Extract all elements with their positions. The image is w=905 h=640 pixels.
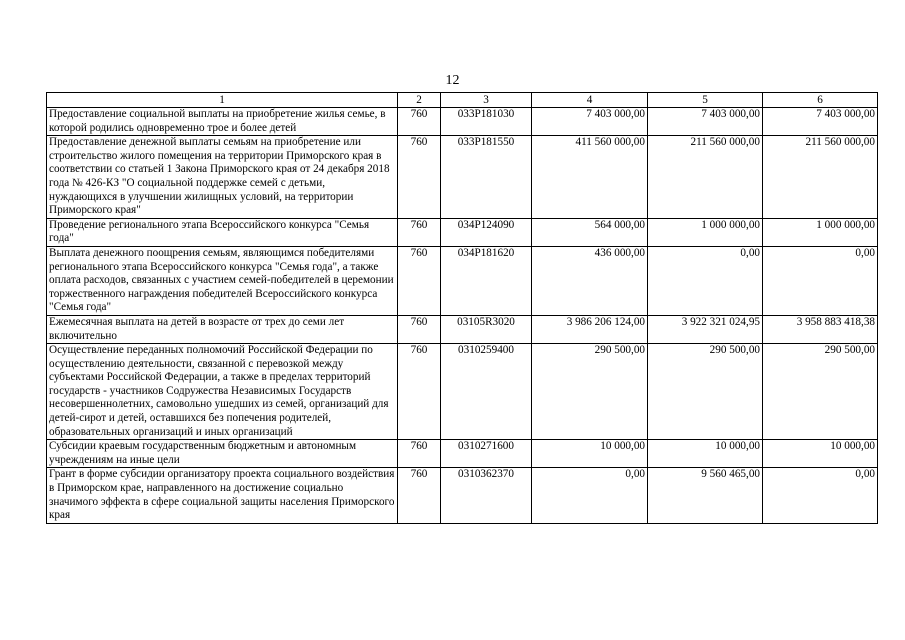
table-row [47,440,878,468]
row-department-code: 760 [398,440,441,468]
row-target-code: 033P181030 [441,108,532,136]
budget-table [46,92,878,524]
header-row [47,93,878,108]
row-amount-col5: 9 560 465,00 [648,468,763,523]
header-cell-3: 3 [441,93,532,108]
table-row [47,315,878,343]
row-amount-col4: 3 986 206 124,00 [532,315,648,343]
row-department-code: 760 [398,468,441,523]
row-department-code: 760 [398,108,441,136]
row-target-code: 0310259400 [441,344,532,440]
page-number: 12 [445,73,460,88]
row-amount-col6: 0,00 [763,246,878,315]
row-amount-col6: 7 403 000,00 [763,108,878,136]
row-name: Предоставление денежной выплаты семьям на приобретение или строительство жилого помещения на территории Приморского края в соответствии со статьей 1 Закона Приморского края от 24 декабря 2018 года № 426-КЗ "О социальной поддержке семей с детьми, нуждающихся в улучшении жилищных условий, на территории Приморского края" [47,136,398,219]
table-row [47,246,878,315]
row-name: Выплата денежного поощрения семьям, являющимся победителями регионального этапа Всероссийского конкурса "Семья года", а также оплата расходов, связанных с участием семей-победителей в церемонии торжественного награждения победителей Всероссийского конкурса "Семья года" [47,246,398,315]
row-amount-col6: 0,00 [763,468,878,523]
row-amount-col4: 290 500,00 [532,344,648,440]
table-row [47,218,878,246]
row-amount-col4: 10 000,00 [532,440,648,468]
row-name: Проведение регионального этапа Всероссийского конкурса "Семья года" [47,218,398,246]
row-target-code: 0310271600 [441,440,532,468]
row-name: Субсидии краевым государственным бюджетным и автономным учреждениям на иные цели [47,440,398,468]
row-amount-col4: 0,00 [532,468,648,523]
row-amount-col4: 436 000,00 [532,246,648,315]
row-amount-col5: 10 000,00 [648,440,763,468]
row-department-code: 760 [398,218,441,246]
table-row [47,136,878,219]
row-department-code: 760 [398,136,441,219]
row-amount-col5: 0,00 [648,246,763,315]
row-department-code: 760 [398,344,441,440]
row-name: Осуществление переданных полномочий Российской Федерации по осуществлению деятельности, связанной с перевозкой между субъектами Российской Федерации, а также в пределах территорий государств - участников Содружества Независимых Государств несовершеннолетних, самовольно ушедших из семей, организаций для детей-сирот и детей, оставшихся без попечения родителей, образовательных организаций и иных организаций [47,344,398,440]
row-target-code: 033P181550 [441,136,532,219]
row-target-code: 03105R3020 [441,315,532,343]
row-target-code: 0310362370 [441,468,532,523]
row-department-code: 760 [398,246,441,315]
row-department-code: 760 [398,315,441,343]
table-row [47,468,878,523]
row-amount-col4: 411 560 000,00 [532,136,648,219]
table-header [47,93,878,108]
row-amount-col5: 3 922 321 024,95 [648,315,763,343]
header-cell-1: 1 [47,93,398,108]
row-amount-col5: 1 000 000,00 [648,218,763,246]
row-target-code: 034P181620 [441,246,532,315]
header-cell-5: 5 [648,93,763,108]
row-amount-col5: 7 403 000,00 [648,108,763,136]
row-amount-col6: 1 000 000,00 [763,218,878,246]
row-amount-col6: 10 000,00 [763,440,878,468]
header-cell-6: 6 [763,93,878,108]
row-amount-col4: 564 000,00 [532,218,648,246]
row-amount-col6: 290 500,00 [763,344,878,440]
row-amount-col5: 211 560 000,00 [648,136,763,219]
row-amount-col4: 7 403 000,00 [532,108,648,136]
row-name: Грант в форме субсидии организатору проекта социального воздействия в Приморском крае, направленного на достижение социально значимого эффекта в сфере социальной защиты населения Приморского края [47,468,398,523]
table-row [47,108,878,136]
row-amount-col5: 290 500,00 [648,344,763,440]
table-row [47,344,878,440]
row-name: Предоставление социальной выплаты на приобретение жилья семье, в которой родились одновременно трое и более детей [47,108,398,136]
header-cell-2: 2 [398,93,441,108]
row-target-code: 034P124090 [441,218,532,246]
row-name: Ежемесячная выплата на детей в возрасте от трех до семи лет включительно [47,315,398,343]
row-amount-col6: 3 958 883 418,38 [763,315,878,343]
row-amount-col6: 211 560 000,00 [763,136,878,219]
header-cell-4: 4 [532,93,648,108]
table-body [47,108,878,524]
